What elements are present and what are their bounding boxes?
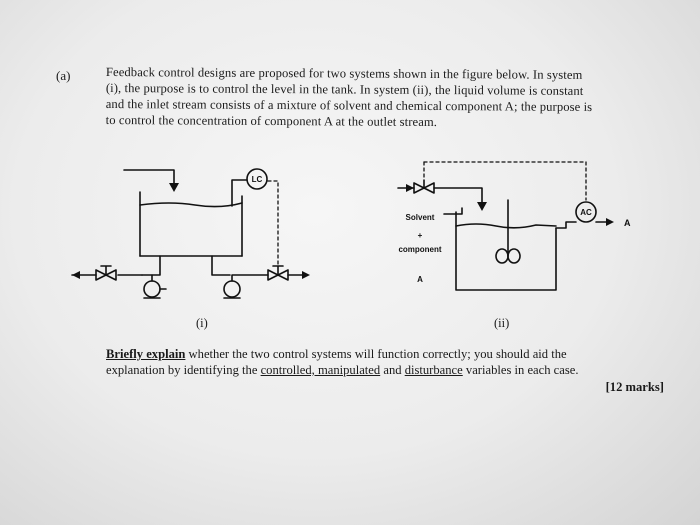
task-text-segment: whether the two control systems will function correctly; you should aid the <box>185 347 567 361</box>
task-text-segment: variables in each case. <box>462 363 579 377</box>
inlet-label-plus: + <box>417 231 423 240</box>
caption-system-ii: (ii) <box>494 316 510 330</box>
outlet-stream-pipe <box>556 222 576 228</box>
agitator-blade-right <box>508 249 520 263</box>
task-text <box>106 346 666 378</box>
level-transmitter-line <box>232 180 247 206</box>
tank-walls <box>140 192 242 256</box>
system-i-diagram <box>72 169 310 298</box>
intro-line: to control the concentration of component A at the outlet stream. <box>105 112 438 130</box>
caption-system-i: (i) <box>196 316 208 330</box>
manipulated-stream-pipe <box>434 188 482 205</box>
task-text-segment: explanation by identifying the <box>106 363 261 377</box>
marks-label: [12 marks] <box>605 380 664 394</box>
manipulated-stream-arrow <box>477 202 487 211</box>
outlet-pipe-right <box>212 256 230 275</box>
task-underlined-disturbance: disturbance <box>404 363 463 377</box>
task-emphasis: Briefly explain <box>106 347 186 361</box>
inlet-stream-pipe <box>444 208 462 214</box>
outlet-stream-arrow <box>606 218 614 226</box>
inlet-label-component: component <box>398 245 442 254</box>
lc-controller-label: LC <box>251 175 263 184</box>
pump-right-discharge <box>232 275 268 281</box>
intro-line: and the inlet stream consists of a mixture of solvent and chemical component A; the purpose is <box>105 96 593 114</box>
system-ii-diagram <box>398 162 631 290</box>
inlet-pipe <box>124 170 174 186</box>
pump-left <box>144 281 160 297</box>
mixing-tank-liquid <box>456 224 556 228</box>
task-text-segment: and <box>380 363 405 377</box>
inlet-label-a: A <box>417 275 423 284</box>
intro-line: (i), the purpose is to control the level in the tank. In system (ii), the liquid volume is constant <box>105 80 584 98</box>
liquid-level <box>140 203 242 207</box>
lc-signal-line <box>268 181 278 266</box>
outlet-pipe-left <box>142 256 160 275</box>
agitator-blade-left <box>496 249 508 263</box>
outlet-left-arrow <box>72 271 80 279</box>
intro-line: Feedback control designs are proposed for two systems shown in the figure below. In system <box>105 64 583 82</box>
question-label: (a) <box>56 68 71 83</box>
pump-right <box>224 281 240 297</box>
ac-signal-line <box>424 162 586 200</box>
inlet-label-solvent: Solvent <box>405 213 435 222</box>
task-underlined-variables: controlled, manipulated <box>260 363 381 377</box>
ac-controller-label: AC <box>580 208 592 217</box>
inlet-arrow <box>169 183 179 192</box>
outlet-right-arrow <box>302 271 310 279</box>
valve-top-inlet-arrow <box>406 184 414 192</box>
outlet-component-label: A <box>624 218 631 228</box>
